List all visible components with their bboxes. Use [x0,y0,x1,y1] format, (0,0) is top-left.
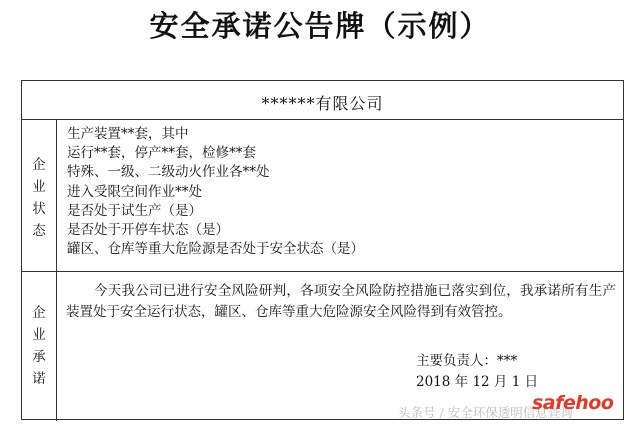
promise-label-char: 承 [32,349,46,365]
status-line: 进入受限空间作业**处 [67,183,202,200]
watermark-platform: 头条号 [398,405,436,420]
status-section-label [22,119,56,276]
company-name: ******有限公司 [261,94,384,113]
status-line: 是否处于试生产（是） [67,202,202,219]
status-line: 运行**套，停产**套，检修**套 [67,145,256,162]
signature-date: 2018 年 12 月 1 日 [416,374,539,390]
safehoo-logo: safehoo [532,392,614,414]
status-line: 罐区、仓库等重大危险源是否处于安全状态（是） [67,241,364,258]
promise-label-char: 企 [32,305,46,321]
status-line: 是否处于开停车状态（是） [67,222,229,239]
promise-label-char: 业 [32,327,46,343]
status-label-char: 态 [32,222,46,239]
promise-label-char: 诺 [32,371,46,387]
status-label-char: 业 [32,178,46,195]
status-list [67,125,364,259]
notice-board [21,80,624,420]
responsible-person: 主要负责人：*** [416,353,518,369]
promise-section-label [22,271,56,421]
watermark-account: 安全环保透明信息查询 [447,405,573,420]
status-label-char: 状 [32,200,46,217]
status-label-char: 企 [32,156,46,173]
watermark-separator: / [439,405,444,420]
divider-header [22,119,623,120]
status-line: 生产装置**套，其中 [67,126,189,142]
status-line: 特殊、一级、二级动火作业各**处 [67,164,270,181]
divider-sections [22,271,623,272]
page-title: 安全承诺公告牌（示例） [149,9,491,43]
promise-text: 今天我公司已进行安全风险研判，各项安全风险防控措施已落实到位，我承诺所有生产装置处于安全运行状态，罐区、仓库等重大危险源安全风险得到有效管控。 [66,283,616,320]
label-column-divider [56,119,57,421]
